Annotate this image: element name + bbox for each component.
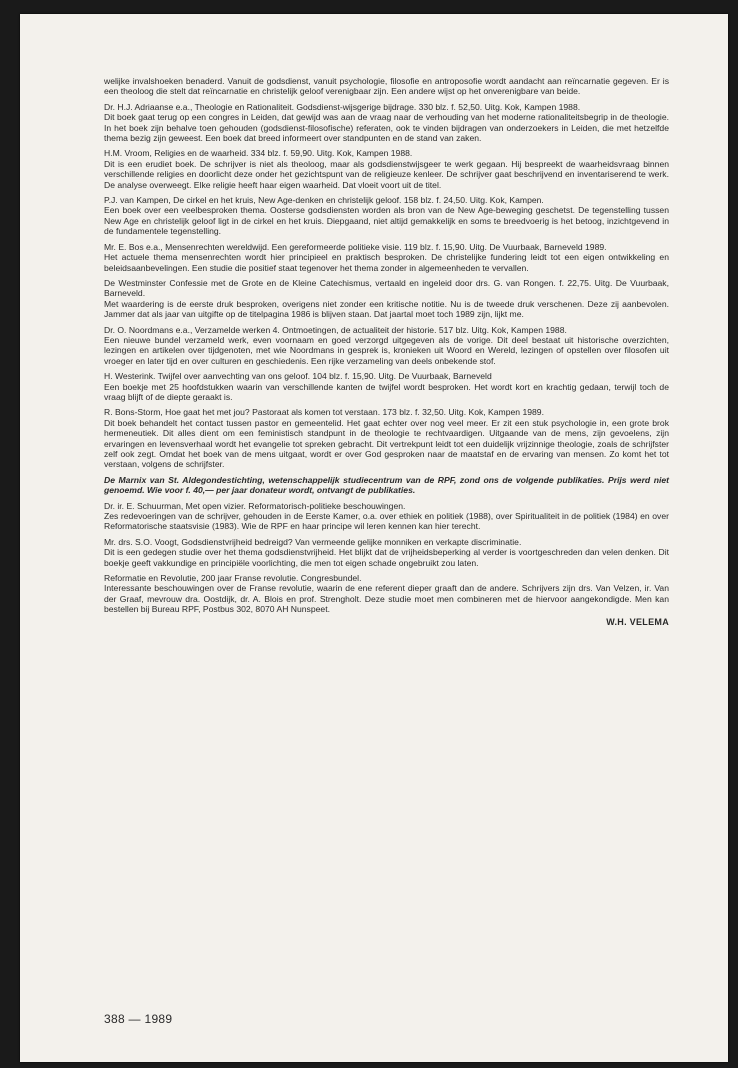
- entry-header: Dr. H.J. Adriaanse e.a., Theologie en Rationaliteit. Godsdienst-wijsgerige bijdrage. 330 blz. f. 52,50. Uitg. Kok, Kampen 1988.: [104, 101, 581, 112]
- entry-body: Interessante beschouwingen over de Franse revolutie, waarin de ene referent dieper graaft dan de andere. Schrijvers zijn drs. Van Velzen, ir. Van der Graaf, mevrouw dra. Oostdijk, dr. A. Blois en prof. Strengholt. Deze studie moet men combineren met de hiervoor aangekondigde. Men kan bestellen bij Bureau RPF, Postbus 302, 8070 AH Nunspeet.: [104, 583, 669, 615]
- review-column: [104, 76, 669, 627]
- intro-paragraph: welijke invalshoeken benaderd. Vanuit de godsdienst, vanuit psychologie, filosofie en antroposofie wordt aandacht aan reïncarnatie gegeven. Er is een theoloog die stelt dat reïncarnatie en christelijk geloof verenigbaar zijn. Een andere wijst op het onverenigbare van beide.: [104, 76, 669, 97]
- entry-header: Mr. drs. S.O. Voogt, Godsdienstvrijheid bedreigd? Van vermeende gelijke monniken en verkapte discriminatie.: [104, 536, 522, 547]
- review-entry: [104, 573, 669, 615]
- entry-body: Dit boek gaat terug op een congres in Leiden, dat gewijd was aan de vraag naar de verhouding van het moderne rationaliteitsbegrip in de theologie. In het boek zijn behalve toen gehouden (godsdienst-filosofische) referaten, ook te vinden bijdragen van onderzoekers in Leiden, die met hetzelfde thema bezig zijn geweest. Een boek dat breed informeert over standpunten en de stand van zaken.: [104, 112, 669, 144]
- page: [20, 14, 728, 1062]
- review-entry: [104, 148, 669, 190]
- review-entry: [104, 195, 669, 237]
- entry-header: P.J. van Kampen, De cirkel en het kruis, New Age-denken en christelijk geloof. 158 blz. f. 24,50. Uitg. Kok, Kampen.: [104, 195, 544, 206]
- review-entry: [104, 278, 669, 320]
- review-entry: [104, 537, 669, 568]
- entry-body: Met waardering is de eerste druk besproken, overigens niet zonder een kritische notitie. Nu is de tweede druk verschenen. Deze zij aanbevolen. Jammer dat als jaar van uitgifte op de titelpagina 1986 is blijven staan. Dat jaartal moet toch 1989 zijn, lijkt me.: [104, 298, 669, 320]
- review-entry: [104, 242, 669, 273]
- review-entry: [104, 102, 669, 144]
- foundation-note: De Marnix van St. Aldegondestichting, wetenschappelijk studiecentrum van de RPF, zond ons de volgende publikaties. Prijs werd niet genoemd. Wie voor f. 40,— per jaar donateur wordt, ontvangt de publikaties.: [104, 474, 669, 496]
- entry-body: Een boek over een veelbesproken thema. Oosterse godsdiensten worden als bron van de New Age-beweging geschetst. De tegenstelling tussen New Age en christelijk geloof ligt in de cirkel en het kruis. Diepgaand, niet altijd gemakkelijk en soms te breedvoerig is het betoog, inzichtgevend in de fundamentele tegenstelling.: [104, 205, 669, 237]
- entry-body: Zes redevoeringen van de schrijver, gehouden in de Eerste Kamer, o.a. over ethiek en politiek (1988), over Spiritualiteit in de politiek (1984) en over Reformatorische staatsvisie (1983). Wie de RPF en haar principe wil leren kennen kan hier terecht.: [104, 511, 669, 532]
- entry-header: Dr. O. Noordmans e.a., Verzamelde werken 4. Ontmoetingen, de actualiteit der historie. 517 blz. Uitg. Kok, Kampen 1988.: [104, 324, 567, 335]
- entry-header: Mr. E. Bos e.a., Mensenrechten wereldwijd. Een gereformeerde politieke visie. 119 blz. f. 15,90. Uitg. De Vuurbaak, Barneveld 1989.: [104, 241, 607, 252]
- entry-body: Een nieuwe bundel verzameld werk, even voornaam en goed verzorgd uitgegeven als de vorige. Dit deel bestaat uit historische overzichten, lezingen en artikelen over tijdgenoten, met wie Noordmans in gesprek is, kronieken uit Woord en Wereld, lezingen of opstellen over filosofen uit vroeger en later tijd en over culturen en geschiedenis. Een rijke verzameling van deels onbekende stof.: [104, 334, 669, 366]
- entry-body: Dit is een gedegen studie over het thema godsdienstvrijheid. Het blijkt dat de vrijheidsbeperking al verder is voortgeschreden dan velen denken. Dit boekje geeft vakkundige en principiële voorlichting, die men tot eigen schade ongebruikt zou laten.: [104, 547, 669, 568]
- review-entry: [104, 501, 669, 532]
- entry-header: Dr. ir. E. Schuurman, Met open vizier. Reformatorisch-politieke beschouwingen.: [104, 500, 406, 511]
- review-entry: [104, 325, 669, 367]
- entry-body: Dit boek behandelt het contact tussen pastor en gemeentelid. Het gaat echter over nog veel meer. Er zit een stuk psychologie in, een grote brok hermeneutiek. Dit alles dient om een feministisch standpunt in de theologie te rechtvaardigen. Uitgaande van de mens, zijn gevoelens, zijn ervaringen en levensverhaal wordt het evangelie tot spreken gebracht. Dit vertrekpunt leidt tot een duidelijk vrijzinnige theologie, zoals de schrijfster zelf ook zegt. Omdat het boek van de mens uitgaat, wordt er over God gesproken naar de maatstaf en de ervaring van mensen. Zo komt het tot verstaan, volgens de schrijfster.: [104, 417, 669, 470]
- entry-body: Dit is een erudiet boek. De schrijver is niet als theoloog, maar als godsdienstwijsgeer te werk gegaan. Hij bespreekt de waarheidsvraag binnen verschillende religies en doorlicht deze onder het gezichtspunt van de religieuze kenleer. De schrijver gaat beschrijvend en inventariserend te werk. De analyse overweegt. Elke religie heeft haar eigen waarheid. Dat vloeit voort uit de titel.: [104, 158, 669, 190]
- entry-header: De Westminster Confessie met de Grote en de Kleine Catechismus, vertaald en ingeleid door drs. G. van Rongen. f. 22,75. Uitg. De Vuurbaak, Barneveld.: [104, 277, 669, 299]
- review-entry: [104, 407, 669, 469]
- entry-header: R. Bons-Storm, Hoe gaat het met jou? Pastoraat als komen tot verstaan. 173 blz. f. 32,50. Uitg. Kok, Kampen 1989.: [104, 407, 544, 418]
- entry-header: Reformatie en Revolutie, 200 jaar Franse revolutie. Congresbundel.: [104, 573, 362, 584]
- entry-body: Het actuele thema mensenrechten wordt hier principieel en praktisch besproken. De christelijke fundering leidt tot een eigen ontwikkeling en beleidsaanbevelingen. Een studie die positief staat tegenover het thema zonder in algemeenheden te vervallen.: [104, 252, 669, 273]
- entry-body: Een boekje met 25 hoofdstukken waarin van verschillende kanten de twijfel wordt besproken. Het wordt kort en krachtig gedaan, terwijl toch de vraag blijft of de diepte geraakt is.: [104, 381, 669, 402]
- author-signature: W.H. VELEMA: [606, 616, 669, 627]
- review-entry: [104, 371, 669, 402]
- entry-header: H. Westerink. Twijfel over aanvechting van ons geloof. 104 blz. f. 15,90. Uitg. De Vuurbaak, Barneveld: [104, 371, 492, 382]
- page-footer: 388 — 1989: [104, 1012, 173, 1026]
- entry-header: H.M. Vroom, Religies en de waarheid. 334 blz. f. 59,90. Uitg. Kok, Kampen 1988.: [104, 148, 413, 159]
